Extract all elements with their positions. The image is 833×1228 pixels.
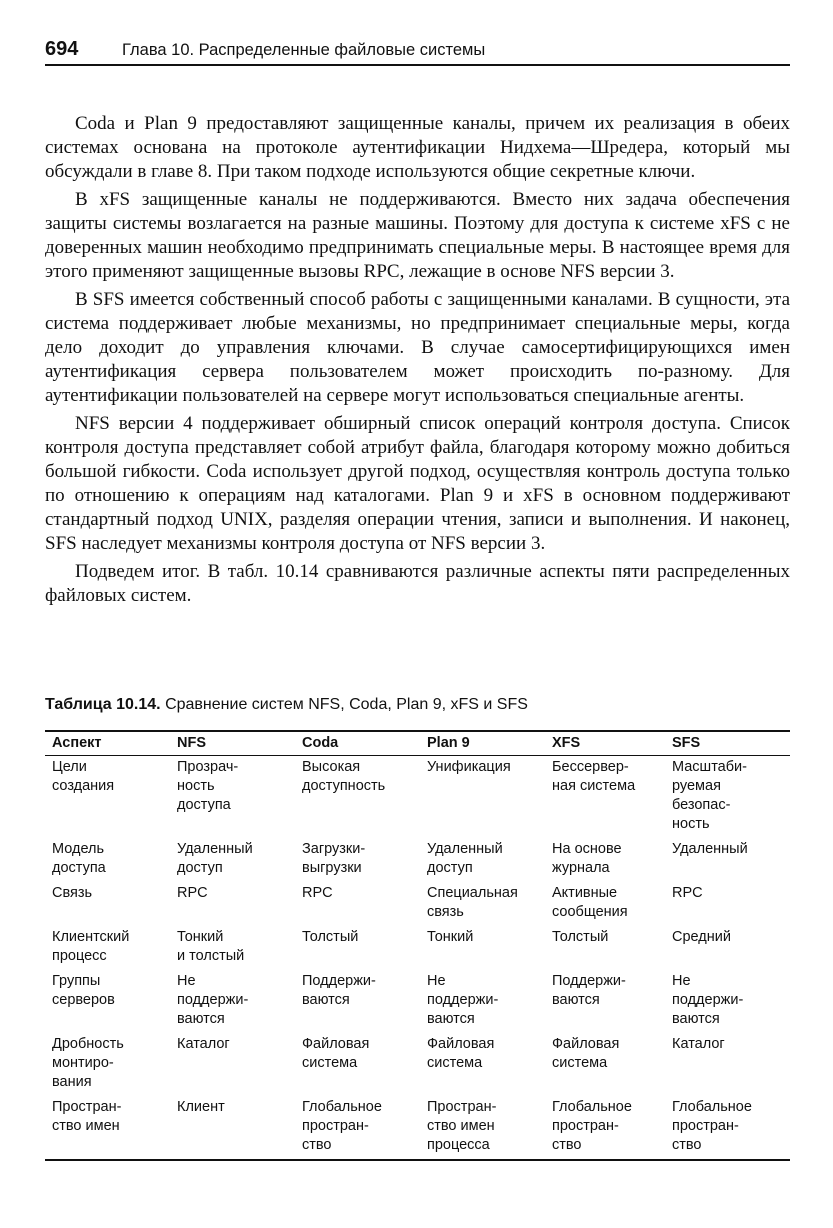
paragraph: Подведем итог. В табл. 10.14 сравниваются различные аспекты пяти распределенных файловых систем. bbox=[45, 561, 790, 606]
table-cell: Поддержи- ваются bbox=[552, 973, 626, 1008]
table-cell: Файловая система bbox=[427, 1036, 495, 1071]
table-row bbox=[45, 882, 790, 926]
column-header: Аспект bbox=[45, 731, 170, 756]
table-cell: Толстый bbox=[302, 929, 359, 945]
body-text bbox=[45, 112, 790, 612]
table-row bbox=[45, 756, 790, 839]
comparison-table bbox=[45, 730, 790, 1161]
table-cell: Не поддержи- ваются bbox=[177, 973, 249, 1027]
table-cell: Поддержи- ваются bbox=[302, 973, 376, 1008]
table-cell: Простран- ство имен bbox=[45, 1096, 170, 1160]
table-caption bbox=[45, 696, 790, 714]
column-header: Plan 9 bbox=[420, 731, 545, 756]
table-cell: Глобальное простран- ство bbox=[665, 1096, 790, 1160]
table-cell: Толстый bbox=[552, 929, 609, 945]
table-header-row bbox=[45, 731, 790, 756]
table-cell: Дробность монтиро- вания bbox=[52, 1036, 124, 1090]
table-cell: Высокая доступность bbox=[302, 759, 386, 794]
table-cell: Специальная связь bbox=[427, 885, 518, 920]
paragraph: Coda и Plan 9 предоставляют защищенные каналы, причем их реализация в обеих системах основана на протоколе аутентификации Нидхема—Шредера, который мы обсуждали в главе 8. При таком подходе используются общие секретные ключи. bbox=[45, 113, 790, 182]
table-caption-text: Сравнение систем NFS, Coda, Plan 9, xFS и SFS bbox=[165, 696, 528, 713]
paragraph: В SFS имеется собственный способ работы с защищенными каналами. В сущности, эта система поддерживает любые механизмы, но предпринимает специальные меры, когда дело доходит до управления ключами. В случае самосертифицирующихся имен аутентификация сервера пользователем может происходить по-разному. Для аутентификации пользователей на сервере могут использоваться специальные агенты. bbox=[45, 289, 790, 406]
table-cell: Тонкий bbox=[427, 929, 474, 945]
table-cell: Глобальное простран- ство bbox=[545, 1096, 665, 1160]
table-row bbox=[45, 838, 790, 882]
table-cell: Файловая система bbox=[302, 1036, 370, 1071]
table-cell: RPC bbox=[672, 885, 703, 901]
table-cell: Масштаби- руемая безопас- ность bbox=[672, 759, 747, 832]
table-cell: RPC bbox=[302, 885, 333, 901]
table-cell: Цели создания bbox=[52, 759, 115, 794]
table-caption-label: Таблица 10.14. bbox=[45, 696, 161, 713]
table-row bbox=[45, 926, 790, 970]
table-cell: Удаленный доступ bbox=[177, 841, 253, 876]
paragraph: NFS версии 4 поддерживает обширный список операций контроля доступа. Список контроля доступа представляет собой атрибут файла, благодаря которому можно добиться большой гибкости. Coda использует другой подход, осуществляя контроль доступа только по отношению к операциям над каталогами. Plan 9 и xFS в основном поддерживают стандартный подход UNIX, разделяя операции чтения, записи и выполнения. И наконец, SFS наследует механизмы контроля доступа от NFS версии 3. bbox=[45, 413, 790, 554]
page-number: 694 bbox=[45, 38, 79, 60]
table-cell: Клиент bbox=[170, 1096, 295, 1160]
table-cell: Группы серверов bbox=[52, 973, 115, 1008]
page-header bbox=[45, 38, 790, 66]
table-cell: Прозрач- ность доступа bbox=[177, 759, 239, 813]
table-cell: Тонкий и толстый bbox=[177, 929, 245, 964]
column-header: SFS bbox=[665, 731, 790, 756]
table-cell: Модель доступа bbox=[52, 841, 106, 876]
table-cell: Не поддержи- ваются bbox=[427, 973, 499, 1027]
table-cell: Каталог bbox=[177, 1036, 230, 1052]
chapter-title: Глава 10. Распределенные файловые системы bbox=[122, 41, 486, 59]
table-cell: На основе журнала bbox=[552, 841, 622, 876]
table-cell: Не поддержи- ваются bbox=[672, 973, 744, 1027]
column-header: Coda bbox=[295, 731, 420, 756]
table-cell: Унификация bbox=[427, 759, 511, 775]
table-cell: Файловая система bbox=[552, 1036, 620, 1071]
table-cell: RPC bbox=[177, 885, 208, 901]
table-row bbox=[45, 970, 790, 1033]
table-cell: Простран- ство имен процесса bbox=[420, 1096, 545, 1160]
table-row bbox=[45, 1096, 790, 1160]
column-header: NFS bbox=[170, 731, 295, 756]
table-cell: Каталог bbox=[672, 1036, 725, 1052]
table-cell: Загрузки- выгрузки bbox=[302, 841, 366, 876]
table-cell: Удаленный bbox=[672, 841, 748, 857]
table-row bbox=[45, 1033, 790, 1096]
table-cell: Удаленный доступ bbox=[427, 841, 503, 876]
table-cell: Активные сообщения bbox=[552, 885, 628, 920]
column-header: XFS bbox=[545, 731, 665, 756]
paragraph: В xFS защищенные каналы не поддерживаются. Вместо них задача обеспечения защиты системы возлагается на разные машины. Поэтому для доступа к системе xFS с не доверенных машин необходимо предпринимать специальные меры. В настоящее время для этого применяют защищенные вызовы RPC, лежащие в основе NFS версии 3. bbox=[45, 189, 790, 282]
table-cell: Клиентский процесс bbox=[52, 929, 130, 964]
table-cell: Связь bbox=[52, 885, 93, 901]
table-cell: Бессервер- ная система bbox=[552, 759, 636, 794]
table-cell: Средний bbox=[672, 929, 731, 945]
table-cell: Глобальное простран- ство bbox=[295, 1096, 420, 1160]
